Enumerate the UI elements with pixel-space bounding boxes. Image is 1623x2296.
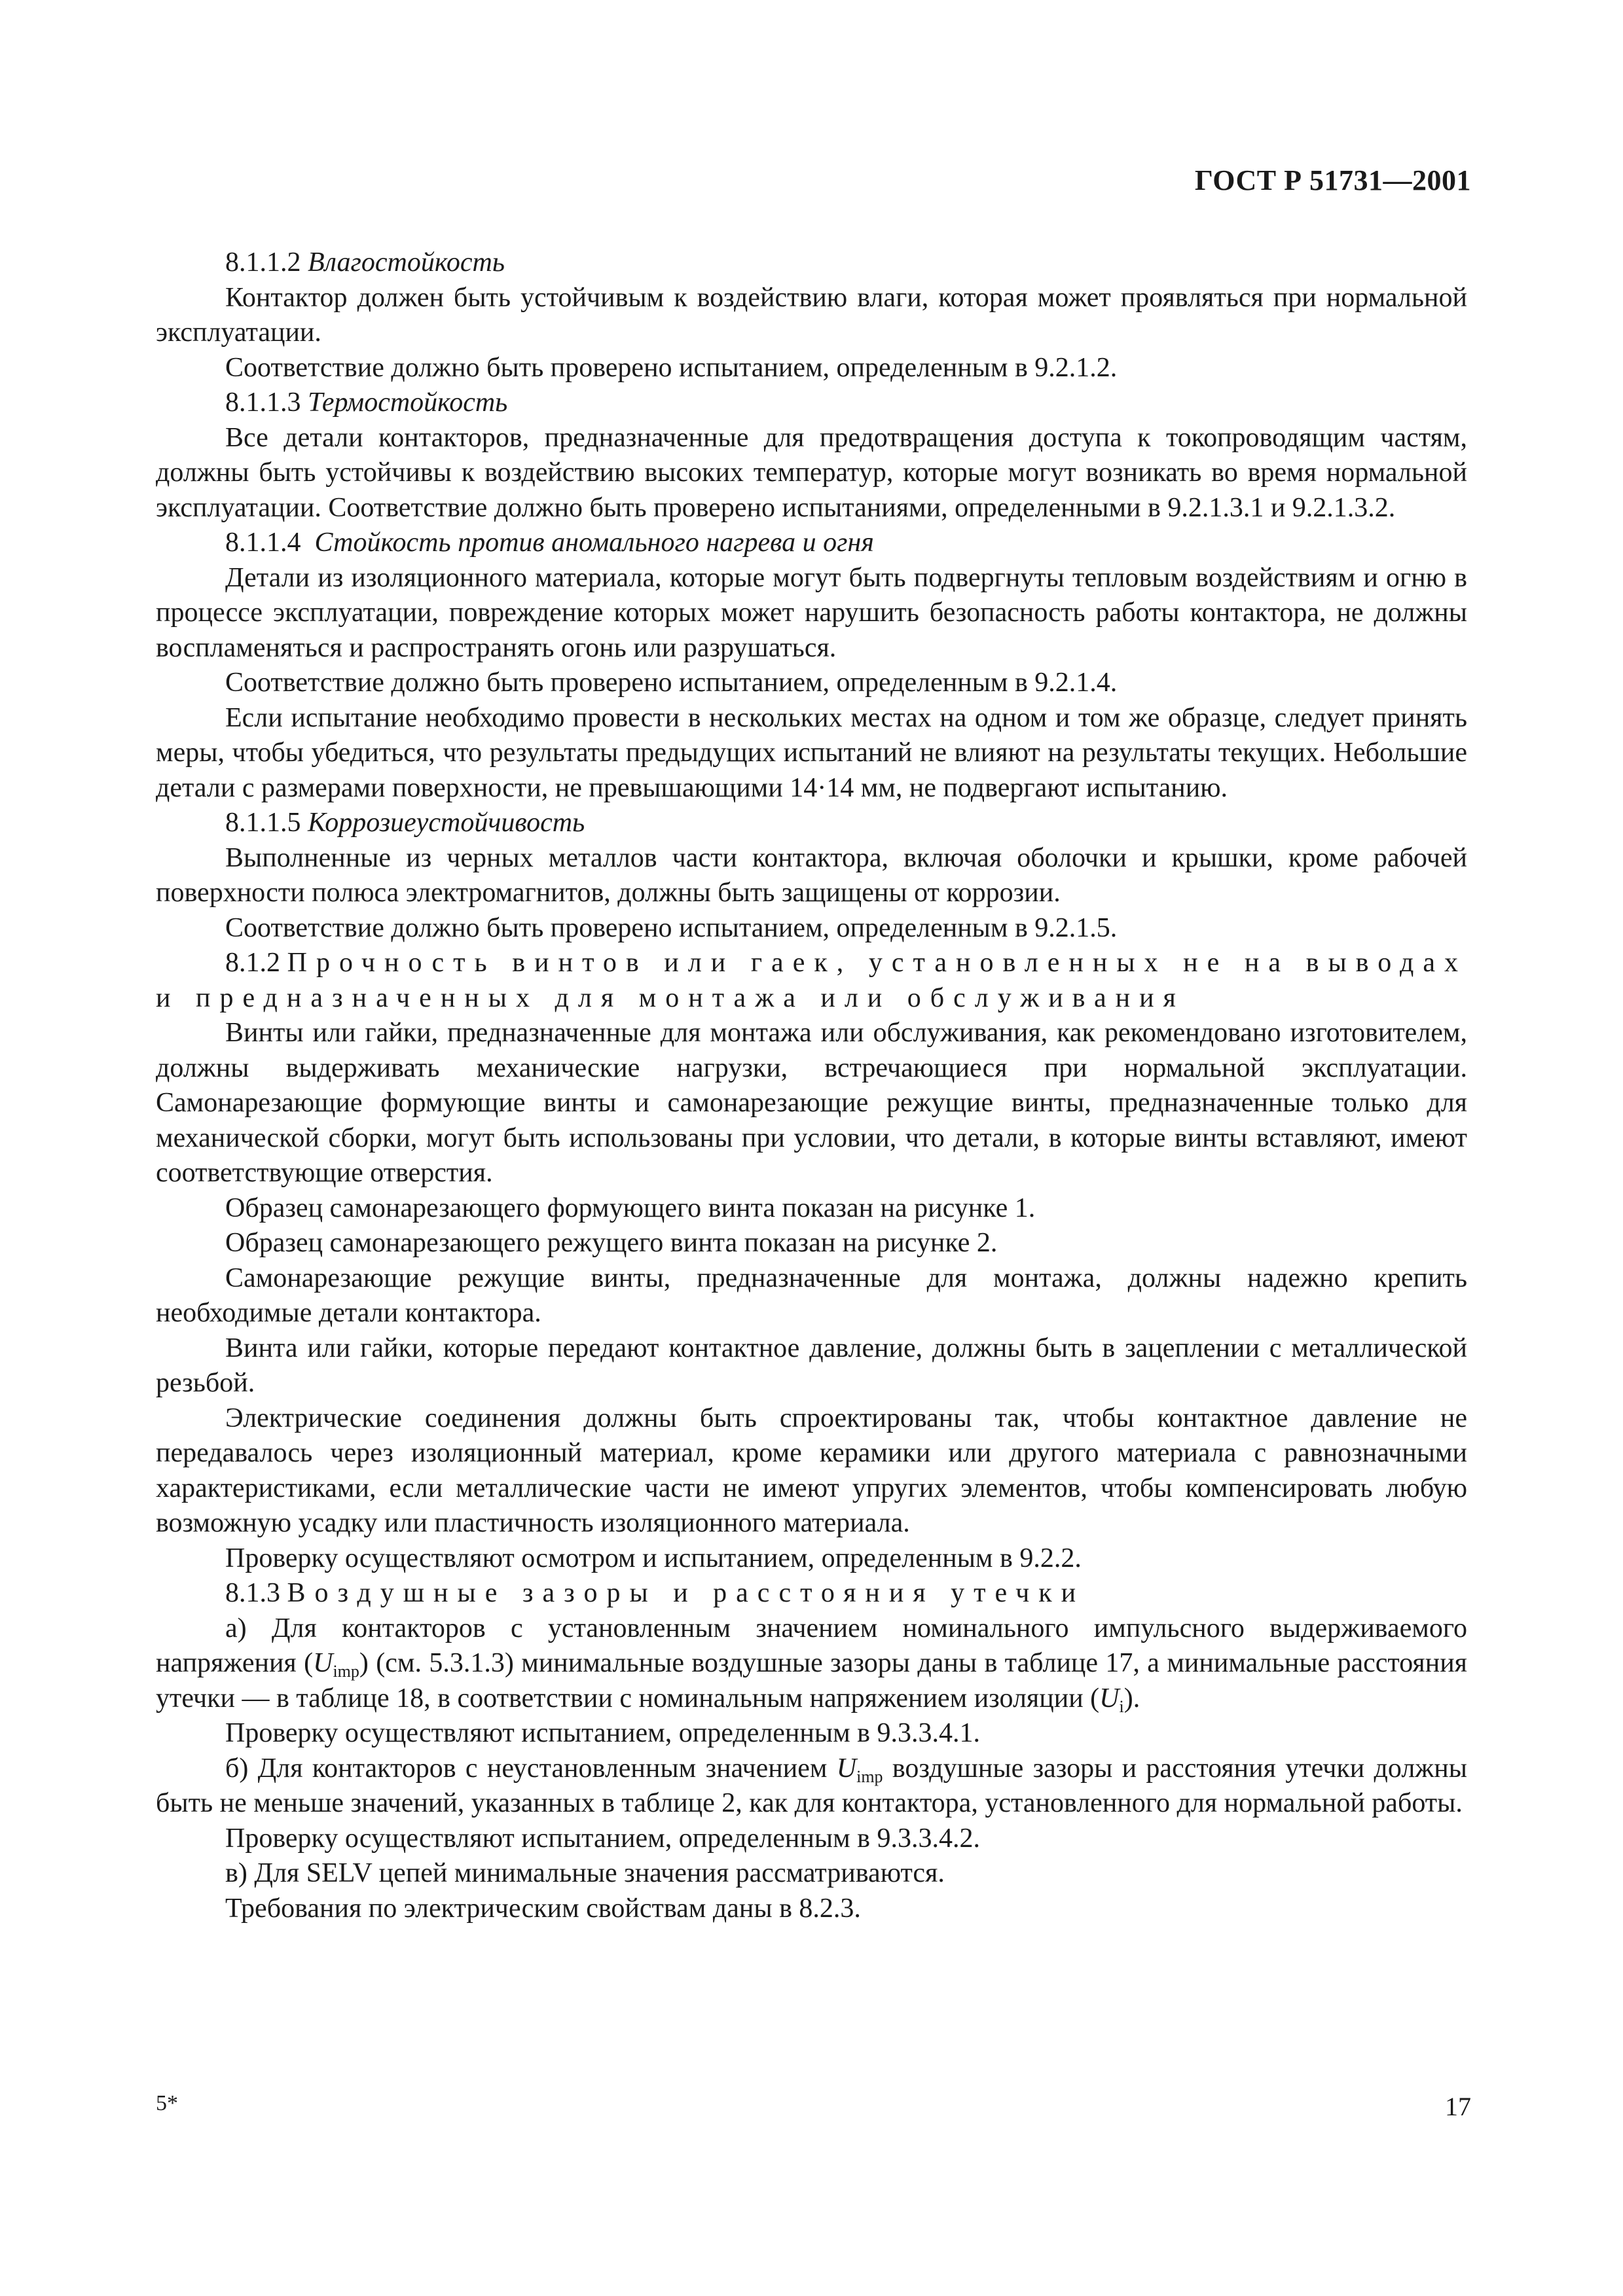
paragraph: Электрические соединения должны быть спроектированы так, чтобы контактное давление не передавалось через изоляционный материал, кроме керамики или другого материала с равнозначными характеристиками, если металлические части не имеют упругих элементов, чтобы компенсировать любую возможную усадку или пластичность изоляционного материала. — [156, 1403, 1467, 1538]
paragraph — [156, 1611, 1467, 1717]
page-signature: 5* — [156, 2091, 178, 2115]
subsection-heading — [156, 806, 1467, 841]
section-title: Воздушные зазоры и расстояния утечки — [287, 1578, 1085, 1608]
variable-u: U — [1099, 1683, 1120, 1713]
paragraph: Выполненные из черных металлов части контактора, включая оболочки и крышки, кроме рабочей поверхности полюса электромагнитов, должны быть защищены от коррозии. — [156, 842, 1467, 908]
section-title: Прочность винтов или гаек, установленных не на выводах и предназначенных для монтажа или обслуживания — [156, 948, 1468, 1013]
subsection-heading — [156, 946, 1467, 1016]
section-title: Коррозиеустойчивость — [308, 808, 585, 838]
section-title: Влагостойкость — [308, 247, 505, 278]
section-number: 8.1.3 — [225, 1578, 280, 1608]
paragraph: Если испытание необходимо провести в нескольких местах на одном и том же образце, следует принять меры, чтобы убедиться, что результаты предыдущих испытаний не влияют на результаты текущих. Небольшие детали с размерами поверхности, не превышающими 14·14 мм, не подвергают испытанию. — [156, 702, 1467, 803]
subscript: i — [1119, 1696, 1124, 1716]
document-header: ГОСТ Р 51731—2001 — [1194, 164, 1471, 196]
paragraph: Контактор должен быть устойчивым к воздействию влаги, которая может проявляться при нормальной эксплуатации. — [156, 282, 1467, 348]
variable-u: U — [313, 1648, 333, 1678]
paragraph: Соответствие должно быть проверено испытанием, определенным в 9.2.1.2. — [225, 352, 1118, 383]
section-number: 8.1.1.3 — [225, 387, 301, 418]
section-number: 8.1.1.4 — [225, 528, 301, 558]
page-number: 17 — [1445, 2092, 1471, 2121]
paragraph — [156, 1751, 1467, 1821]
text-run: а) Для контакторов с установленным значением номинального импульсного выдерживаемого напряжения ( — [156, 1613, 1467, 1678]
section-title: Термостойкость — [308, 387, 508, 418]
paragraph: Проверку осуществляют испытанием, определенным в 9.3.3.4.2. — [225, 1823, 981, 1854]
paragraph: Требования по электрическим свойствам даны в 8.2.3. — [225, 1893, 861, 1924]
paragraph: Проверку осуществляют испытанием, определенным в 9.3.3.4.1. — [225, 1718, 981, 1748]
paragraph: Винта или гайки, которые передают контактное давление, должны быть в зацеплении с металлической резьбой. — [156, 1333, 1467, 1398]
text-run: ). — [1123, 1683, 1140, 1713]
section-number: 8.1.1.5 — [225, 808, 301, 838]
text-run: воздушные зазоры и расстояния утечки должны быть не меньше значений, указанных в таблице 2, как для контактора, установленного для нормальной работы. — [156, 1753, 1467, 1818]
paragraph: Детали из изоляционного материала, которые могут быть подвергнуты тепловым воздействиям и огню в процессе эксплуатации, повреждение которых может нарушить безопасность работы контактора, не должны воспламеняться и распространять огонь или разрушаться. — [156, 562, 1467, 663]
paragraph: Образец самонарезающего режущего винта показан на рисунке 2. — [225, 1228, 998, 1258]
variable-u: U — [836, 1753, 857, 1784]
section-title: Стойкость против аномального нагрева и огня — [314, 528, 874, 558]
subscript: imp — [333, 1662, 359, 1681]
subscript: imp — [856, 1767, 883, 1786]
paragraph: в) Для SELV цепей минимальные значения рассматриваются. — [225, 1858, 945, 1888]
subsection-heading — [156, 386, 1467, 421]
subsection-heading — [156, 245, 1467, 281]
paragraph: Соответствие должно быть проверено испытанием, определенным в 9.2.1.4. — [225, 668, 1118, 698]
paragraph: Соответствие должно быть проверено испытанием, определенным в 9.2.1.5. — [225, 912, 1118, 943]
paragraph: Проверку осуществляют осмотром и испытанием, определенным в 9.2.2. — [225, 1543, 1082, 1573]
paragraph: Винты или гайки, предназначенные для монтажа или обслуживания, как рекомендовано изготовителем, должны выдерживать механические нагрузки, встречающиеся при нормальной эксплуатации. Самонарезающие формующие винты и самонарезающие режущие винты, предназначенные только для механической сборки, могут быть использованы при условии, что детали, в которые винты вставляют, имеют соответствующие отверстия. — [156, 1018, 1467, 1188]
section-number: 8.1.1.2 — [225, 247, 301, 278]
paragraph: Образец самонарезающего формующего винта показан на рисунке 1. — [225, 1193, 1036, 1223]
document-body — [156, 245, 1467, 1926]
text-run: б) Для контакторов с неустановленным значением — [225, 1753, 837, 1784]
subsection-heading — [156, 1576, 1467, 1611]
subsection-heading — [156, 526, 1467, 561]
section-number: 8.1.2 — [225, 948, 280, 978]
paragraph: Самонарезающие режущие винты, предназначенные для монтажа, должны надежно крепить необходимые детали контактора. — [156, 1263, 1467, 1328]
paragraph: Все детали контакторов, предназначенные для предотвращения доступа к токопроводящим частям, должны быть устойчивы к воздействию высоких температур, которые могут возникать во время нормальной эксплуатации. Соответствие должно быть проверено испытаниями, определенными в 9.2.1.3.1 и 9.2.1.3.2. — [156, 422, 1467, 523]
text-run: ) (см. 5.3.1.3) минимальные воздушные зазоры даны в таблице 17, а минимальные расстояния утечки — в таблице 18, в соответствии с номинальным напряжением изоляции ( — [156, 1648, 1467, 1713]
